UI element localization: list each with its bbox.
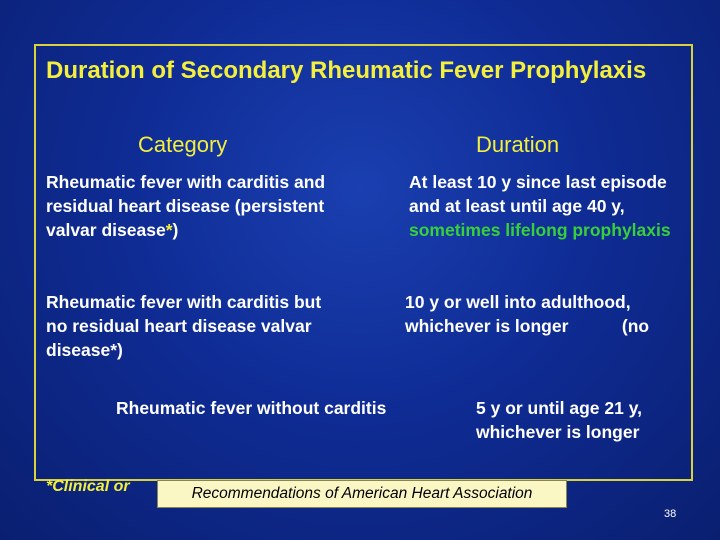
category-header: Category bbox=[138, 132, 228, 157]
row-3-duration: 5 y or until age 21 y, whichever is longer bbox=[476, 398, 642, 442]
row-2-category: Rheumatic fever with carditis but no residual heart disease valvar disease*) bbox=[46, 292, 322, 360]
row-1-category bbox=[46, 170, 376, 242]
footnote: *Clinical or bbox=[46, 478, 130, 495]
page-number: 38 bbox=[664, 508, 677, 520]
source-banner: Recommendations of American Heart Association bbox=[157, 480, 567, 508]
duration-header: Duration bbox=[476, 132, 560, 157]
row-1-duration bbox=[409, 170, 689, 242]
row-1-duration-highlight: sometimes lifelong prophylaxis bbox=[409, 220, 671, 240]
row-3-category: Rheumatic fever without carditis bbox=[116, 398, 387, 418]
row-1-asterisk: * bbox=[165, 220, 173, 240]
row-1-category-close: ) bbox=[172, 220, 179, 240]
row-1-category-text: Rheumatic fever with carditis and residual heart disease (persistent valvar disease bbox=[46, 172, 326, 240]
row-1-duration-text: At least 10 y since last episode and at least until age 40 y, bbox=[409, 172, 667, 216]
row-2-duration: 10 y or well into adulthood, whichever is longer (no bbox=[405, 292, 650, 336]
slide-title: Duration of Secondary Rheumatic Fever Prophylaxis bbox=[46, 57, 647, 84]
